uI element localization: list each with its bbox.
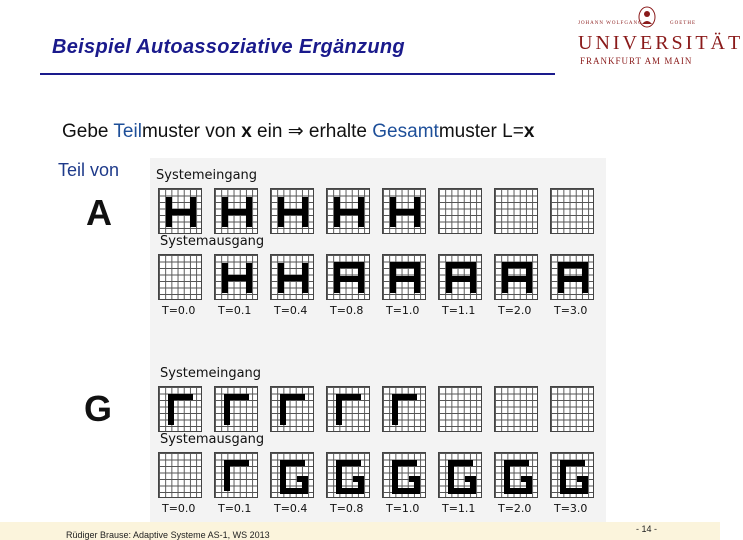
title-underline bbox=[40, 73, 555, 75]
pattern-grid bbox=[438, 386, 482, 432]
pattern-grid bbox=[214, 254, 258, 300]
subtitle-part: muster von bbox=[141, 121, 242, 142]
pattern-grid bbox=[158, 386, 202, 432]
pattern-grid bbox=[494, 452, 538, 498]
pattern-grid bbox=[550, 452, 594, 498]
pattern-grid bbox=[158, 452, 202, 498]
pattern-grid bbox=[382, 452, 426, 498]
pattern-grid bbox=[326, 452, 370, 498]
t-label: T=3.0 bbox=[554, 502, 588, 515]
footer-text: Rüdiger Brause: Adaptive Systeme AS-1, WS 2013 bbox=[66, 530, 270, 540]
pattern-grid bbox=[270, 188, 314, 234]
t-label: T=0.0 bbox=[162, 304, 196, 317]
systemausgang-label-g: Systemausgang bbox=[160, 432, 265, 447]
subtitle-x: x bbox=[523, 121, 535, 142]
pattern-grid bbox=[438, 254, 482, 300]
t-label: T=1.0 bbox=[386, 304, 420, 317]
university-logo bbox=[574, 6, 743, 68]
subtitle-x: x bbox=[241, 121, 252, 142]
pattern-grid bbox=[326, 188, 370, 234]
t-label: T=1.0 bbox=[386, 502, 420, 515]
pattern-grid bbox=[158, 188, 202, 234]
subtitle-highlight-teil: Teil bbox=[113, 121, 142, 142]
slide-title: Beispiel Autoassoziative Ergänzung bbox=[52, 36, 405, 58]
logo-line-left: JOHANN WOLFGANG bbox=[578, 21, 643, 26]
subtitle-part: ein bbox=[251, 121, 288, 142]
pattern-grid bbox=[326, 386, 370, 432]
pattern-grid bbox=[270, 386, 314, 432]
subtitle-highlight-gesamt: Gesamt bbox=[372, 121, 439, 142]
t-label: T=1.1 bbox=[442, 502, 476, 515]
systemeingang-label-a: Systemeingang bbox=[156, 168, 258, 183]
t-label: T=0.1 bbox=[218, 502, 252, 515]
t-label: T=0.8 bbox=[330, 502, 364, 515]
pattern-grid bbox=[382, 386, 426, 432]
t-label: T=0.1 bbox=[218, 304, 252, 317]
letter-g: G bbox=[84, 388, 113, 429]
pattern-grid bbox=[438, 452, 482, 498]
subtitle-part: erhalte bbox=[303, 121, 373, 142]
pattern-grid bbox=[550, 254, 594, 300]
pattern-grid bbox=[270, 452, 314, 498]
t-label: T=0.0 bbox=[162, 502, 196, 515]
systemeingang-label-g: Systemeingang bbox=[160, 366, 262, 381]
t-label: T=2.0 bbox=[498, 304, 532, 317]
pattern-grid bbox=[438, 188, 482, 234]
pattern-grid bbox=[214, 188, 258, 234]
t-label: T=0.4 bbox=[274, 502, 308, 515]
pattern-grid bbox=[158, 254, 202, 300]
t-label: T=1.1 bbox=[442, 304, 476, 317]
pattern-grid bbox=[270, 254, 314, 300]
subtitle-part: Gebe bbox=[62, 121, 114, 142]
t-label: T=0.4 bbox=[274, 304, 308, 317]
pattern-grid bbox=[550, 386, 594, 432]
pattern-grid bbox=[494, 188, 538, 234]
pattern-grid bbox=[494, 254, 538, 300]
pattern-grid bbox=[382, 254, 426, 300]
t-label: T=3.0 bbox=[554, 304, 588, 317]
slide-subtitle bbox=[62, 120, 534, 143]
pattern-grid bbox=[214, 386, 258, 432]
logo-city: FRANKFURT AM MAIN bbox=[580, 56, 693, 66]
logo-name: UNIVERSITÄT bbox=[578, 32, 743, 54]
pattern-grid bbox=[494, 386, 538, 432]
t-label: T=0.8 bbox=[330, 304, 364, 317]
letter-a: A bbox=[86, 192, 112, 233]
pattern-grid bbox=[382, 188, 426, 234]
t-label: T=2.0 bbox=[498, 502, 532, 515]
pattern-grid bbox=[550, 188, 594, 234]
figure-panel bbox=[150, 158, 606, 522]
logo-line-right: GOETHE bbox=[670, 21, 696, 26]
page-number: - 14 - bbox=[636, 524, 658, 534]
pattern-grid bbox=[326, 254, 370, 300]
implies-symbol: ⇒ bbox=[287, 121, 304, 142]
teil-von-label: Teil von bbox=[58, 160, 120, 180]
subtitle-part: muster L= bbox=[438, 121, 524, 142]
systemausgang-label-a: Systemausgang bbox=[160, 234, 265, 249]
pattern-grid bbox=[214, 452, 258, 498]
